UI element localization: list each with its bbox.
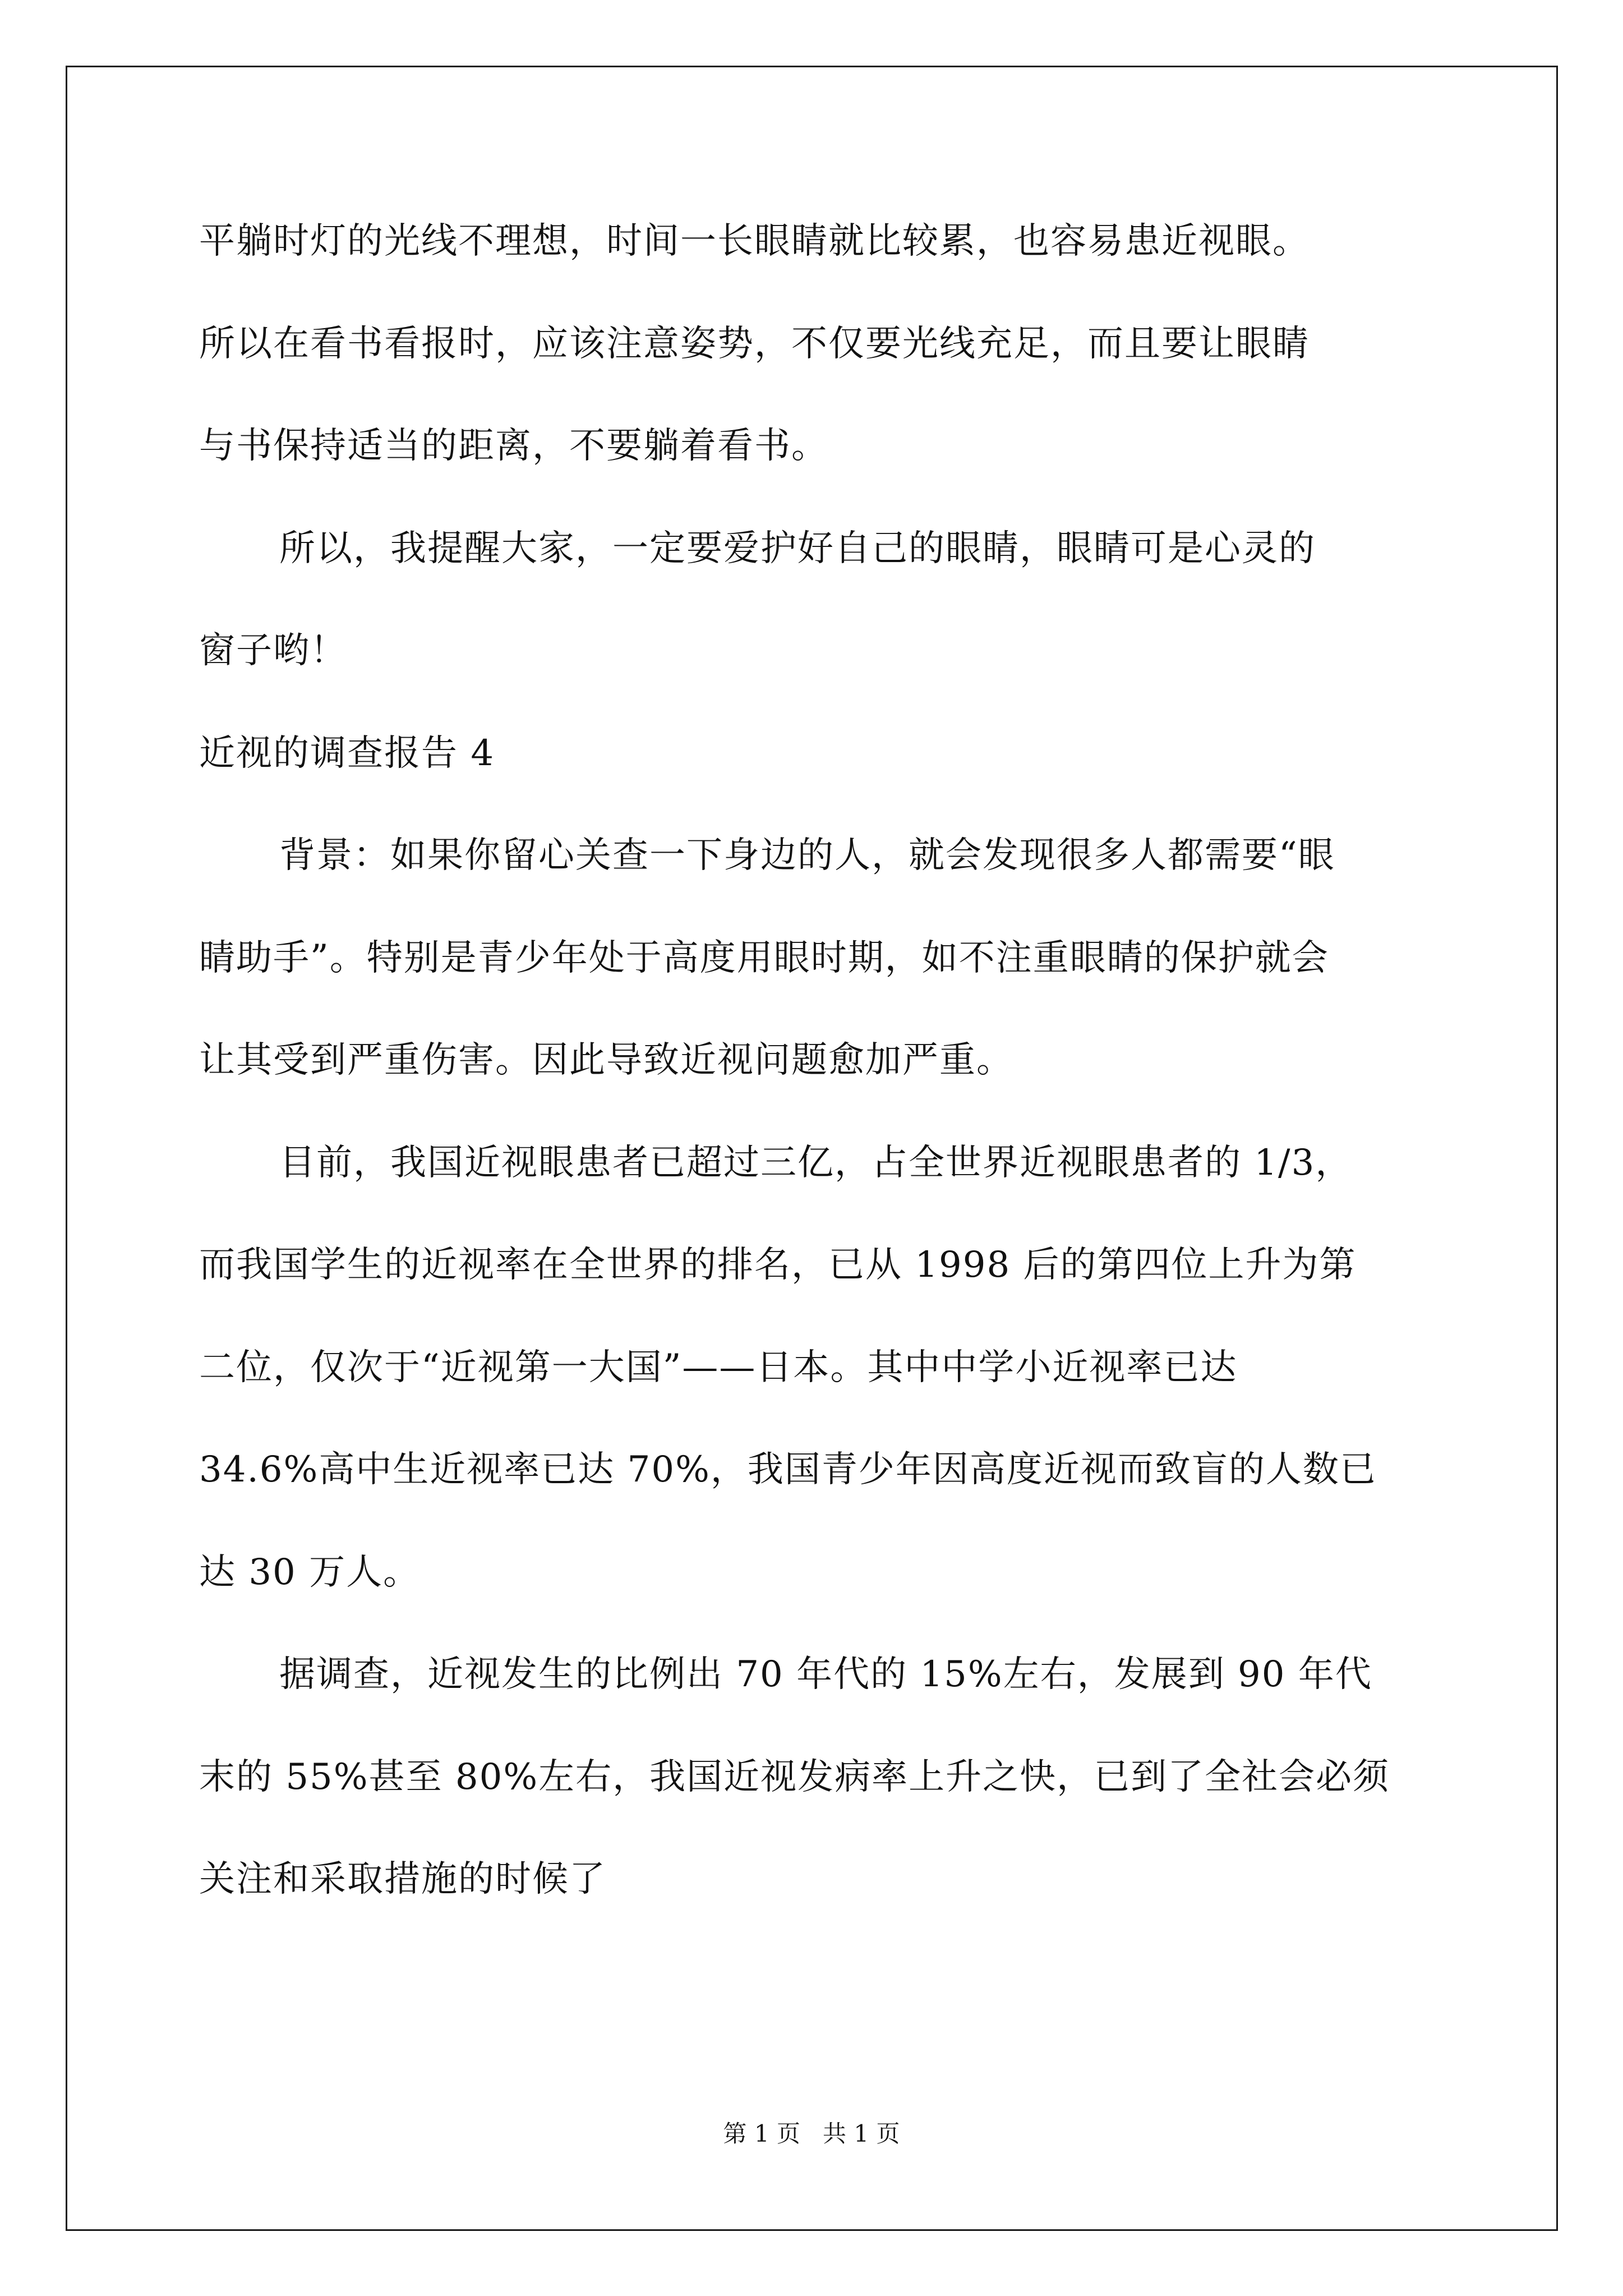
text-line: 达 30 万人。 <box>199 1552 421 1593</box>
text-line: 关注和采取措施的时候了 <box>199 1858 606 1900</box>
text-line: 据调查，近视发生的比例出 70 年代的 15%左右，发展到 90 年代 <box>279 1654 1372 1695</box>
page-footer: 第 1 页 共 1 页 <box>723 2120 900 2147</box>
text-line: 让其受到严重伤害。因此导致近视问题愈加严重。 <box>199 1039 1013 1081</box>
text-line: 睛助手”。特别是青少年处于高度用眼时期，如不注重眼睛的保护就会 <box>199 937 1329 979</box>
text-line: 背景：如果你留心关查一下身边的人，就会发现很多人都需要“眼 <box>279 835 1335 876</box>
text-line: 二位，仅次于“近视第一大国”——日本。其中中学小近视率已达 <box>199 1347 1238 1388</box>
text-line: 窗子哟！ <box>199 630 347 671</box>
text-line: 末的 55%甚至 80%左右，我国近视发病率上升之快，已到了全社会必须 <box>199 1756 1390 1798</box>
text-line: 目前，我国近视眼患者已超过三亿，占全世界近视眼患者的 1/3， <box>279 1142 1353 1184</box>
section-heading: 近视的调查报告 4 <box>199 733 495 774</box>
text-line: 34.6%高中生近视率已达 70%，我国青少年因高度近视而致盲的人数已 <box>199 1449 1377 1490</box>
text-line: 与书保持适当的距离，不要躺着看书。 <box>199 425 828 467</box>
text-line: 平躺时灯的光线不理想，时间一长眼睛就比较累，也容易患近视眼。 <box>199 220 1310 262</box>
text-line: 而我国学生的近视率在全世界的排名，已从 1998 后的第四位上升为第 <box>199 1244 1357 1286</box>
text-line: 所以在看书看报时，应该注意姿势，不仅要光线充足，而且要让眼睛 <box>199 323 1310 365</box>
text-line: 所以，我提醒大家，一定要爱护好自己的眼睛，眼睛可是心灵的 <box>279 528 1316 569</box>
